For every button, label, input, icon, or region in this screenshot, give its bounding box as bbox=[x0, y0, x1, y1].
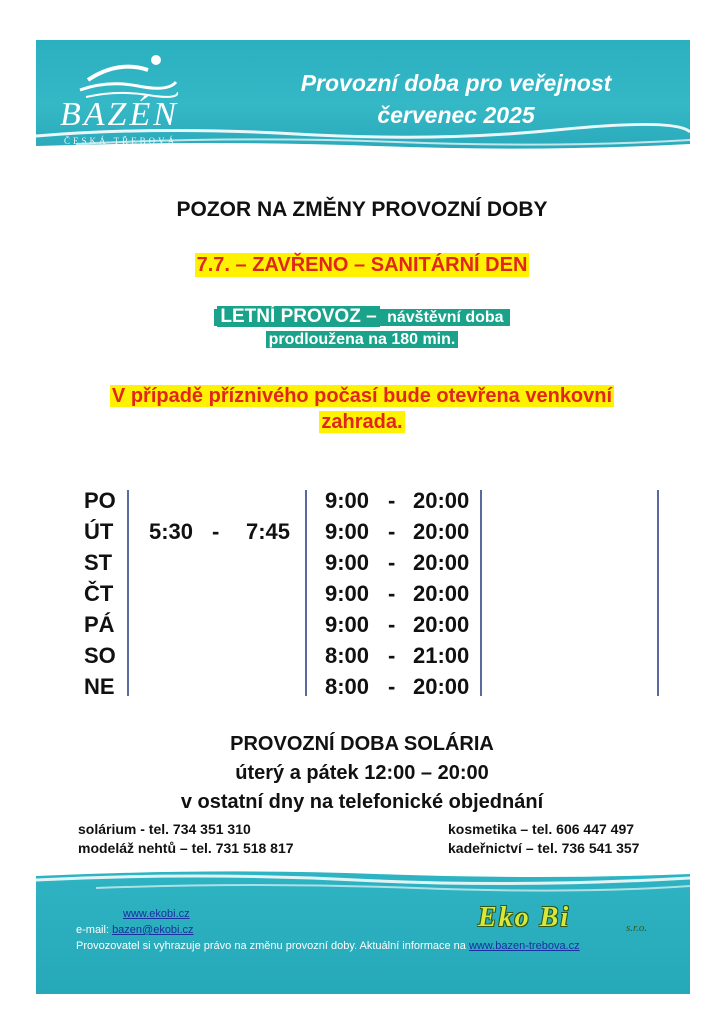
time-dash: - bbox=[388, 550, 396, 575]
schedule-row bbox=[0, 674, 724, 705]
ekobi-logo-suffix: s.r.o. bbox=[626, 922, 648, 934]
schedule-row bbox=[0, 643, 724, 674]
contact-cosmetics: kosmetika – tel. 606 447 497 bbox=[448, 821, 635, 837]
wave-decoration bbox=[36, 868, 690, 894]
website-link[interactable]: www.ekobi.cz bbox=[123, 908, 190, 920]
close-time: 21:00 bbox=[413, 643, 470, 668]
schedule-row bbox=[0, 519, 724, 550]
header-banner bbox=[36, 40, 690, 150]
schedule-row bbox=[0, 550, 724, 581]
contact-nails: modeláž nehtů – tel. 731 518 817 bbox=[78, 840, 294, 856]
schedule-table bbox=[0, 488, 724, 698]
email-line bbox=[76, 924, 194, 936]
warning-heading: POZOR NA ZMĚNY PROVOZNÍ DOBY bbox=[176, 198, 548, 221]
time-dash: - bbox=[388, 674, 396, 699]
morning-end: 7:45 bbox=[246, 519, 291, 544]
solarium-note: v ostatní dny na telefonické objednání bbox=[180, 791, 544, 813]
swimmer-icon bbox=[78, 50, 178, 100]
garden-notice bbox=[0, 384, 724, 436]
open-time: 9:00 bbox=[325, 581, 370, 606]
schedule-row bbox=[0, 488, 724, 519]
day-label: ČT bbox=[84, 581, 114, 606]
solarium-hours: úterý a pátek 12:00 – 20:00 bbox=[235, 762, 489, 784]
open-time: 9:00 bbox=[325, 550, 370, 575]
time-dash: - bbox=[388, 581, 396, 606]
page-title: Provozní doba pro veřejnost bbox=[300, 70, 612, 96]
day-label: PÁ bbox=[84, 612, 115, 637]
page-subtitle: červenec 2025 bbox=[377, 102, 535, 128]
logo-wordmark: BAZÉN bbox=[60, 96, 179, 133]
day-label: NE bbox=[84, 674, 115, 699]
day-label: SO bbox=[84, 643, 116, 668]
close-time: 20:00 bbox=[413, 581, 470, 606]
garden-line2: zahrada. bbox=[321, 411, 403, 433]
close-time: 20:00 bbox=[413, 488, 470, 513]
open-time: 9:00 bbox=[325, 488, 370, 513]
day-label: PO bbox=[84, 488, 116, 513]
logo-subtitle: ČESKÁ TŘEBOVÁ bbox=[64, 136, 178, 146]
time-dash: - bbox=[388, 519, 396, 544]
open-time: 8:00 bbox=[325, 674, 370, 699]
close-time: 20:00 bbox=[413, 550, 470, 575]
summer-text: návštěvní doba bbox=[380, 309, 507, 326]
garden-line1: V případě příznivého počasí bude otevřena venkovní bbox=[111, 385, 613, 407]
open-time: 9:00 bbox=[325, 612, 370, 637]
contact-solarium: solárium - tel. 734 351 310 bbox=[78, 821, 251, 837]
bazen-logo bbox=[50, 48, 210, 148]
site-link[interactable]: www.bazen-trebova.cz bbox=[468, 940, 580, 952]
day-label: ÚT bbox=[84, 519, 114, 544]
closed-day-notice bbox=[0, 254, 724, 277]
close-time: 20:00 bbox=[413, 612, 470, 637]
time-dash: - bbox=[388, 643, 396, 668]
time-dash: - bbox=[388, 488, 396, 513]
summer-label: LETNÍ PROVOZ – bbox=[217, 306, 379, 327]
ekobi-logo: Eko Bi bbox=[478, 902, 571, 933]
contact-hairdresser: kadeřnictví – tel. 736 541 357 bbox=[448, 840, 640, 856]
email-label: e-mail: bbox=[76, 924, 113, 936]
schedule-row bbox=[0, 581, 724, 612]
open-time: 9:00 bbox=[325, 519, 370, 544]
close-time: 20:00 bbox=[413, 674, 470, 699]
disclaimer bbox=[76, 940, 580, 952]
schedule-row bbox=[0, 612, 724, 643]
morning-dash: - bbox=[212, 519, 220, 544]
closed-day-text: 7.7. – ZAVŘENO – SANITÁRNÍ DEN bbox=[196, 254, 528, 276]
close-time: 20:00 bbox=[413, 519, 470, 544]
summer-notice bbox=[0, 306, 724, 351]
open-time: 8:00 bbox=[325, 643, 370, 668]
solarium-title: PROVOZNÍ DOBA SOLÁRIA bbox=[230, 733, 494, 755]
contacts-right bbox=[448, 820, 639, 858]
contacts-left bbox=[78, 820, 294, 858]
email-link[interactable]: bazen@ekobi.cz bbox=[112, 924, 194, 936]
disclaimer-text: Provozovatel si vyhrazuje právo na změnu provozní doby. Aktuální informace na bbox=[76, 940, 469, 952]
day-label: ST bbox=[84, 550, 113, 575]
time-dash: - bbox=[388, 612, 396, 637]
morning-start: 5:30 bbox=[149, 519, 194, 544]
summer-line2: prodloužena na 180 min. bbox=[266, 331, 459, 348]
